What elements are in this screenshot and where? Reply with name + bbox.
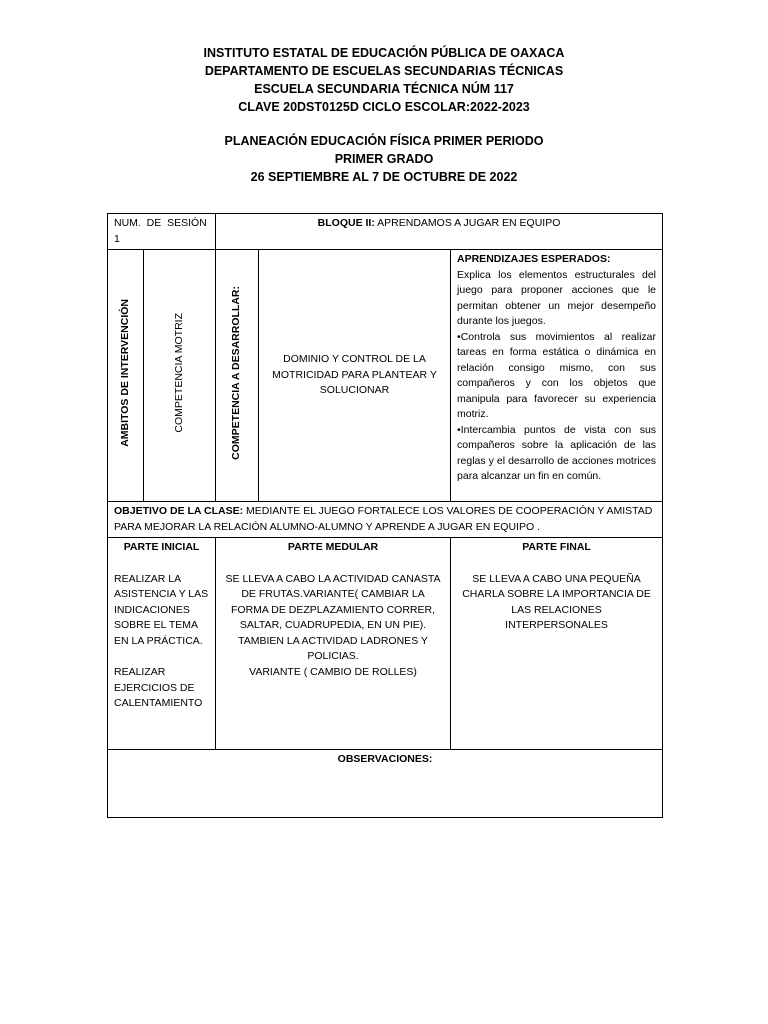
lesson-plan-table <box>107 213 663 818</box>
parte-inicial-label: PARTE INICIAL <box>123 541 200 553</box>
aprendizajes-cell <box>451 250 663 502</box>
header-line-department: DEPARTAMENTO DE ESCUELAS SECUNDARIAS TÉCNICAS <box>204 64 564 78</box>
parte-medular-label: PARTE MEDULAR <box>287 541 379 553</box>
aprendizajes-label: APRENDIZAJES ESPERADOS: <box>457 253 611 265</box>
parte-medular-line: SE LLEVA A CABO LA ACTIVIDAD CANASTA DE FRUTAS.VARIANTE( CAMBIAR LA FORMA DE DEZPLAZAMIENTO CORRER, SALTAR, CUADRUPEDIA, EN UN PIE). <box>225 572 441 631</box>
header-line-institute: INSTITUTO ESTATAL DE EDUCACIÓN PÚBLICA DE OAXACA <box>203 46 565 60</box>
parte-medular-line: VARIANTE ( CAMBIO DE ROLLES) <box>249 665 417 678</box>
parte-inicial-cell <box>108 538 216 750</box>
session-number-cell <box>108 214 216 250</box>
dominio-text: DOMINIO Y CONTROL DE LA MOTRICIDAD PARA PLANTEAR Y SOLUCIONAR <box>272 353 437 397</box>
session-number: 1 <box>114 232 120 245</box>
parte-inicial-text-1: REALIZAR LA ASISTENCIA Y LAS INDICACIONES SOBRE EL TEMA EN LA PRÁCTICA. <box>114 572 209 647</box>
parte-final-label: PARTE FINAL <box>522 541 591 553</box>
ambitos-cell <box>108 250 144 502</box>
header-line-dates: 26 SEPTIEMBRE AL 7 DE OCTUBRE DE 2022 <box>250 170 518 184</box>
observaciones-cell <box>108 750 663 818</box>
header-line-plan: PLANEACIÓN EDUCACIÓN FÍSICA PRIMER PERIODO <box>224 134 544 148</box>
aprendizaje-item: •Controla sus movimientos al realizar tareas en forma estática o dinámica en relación consigo mismo, con sus compañeros y con los objetos que manipula para favorecer su experiencia motriz. <box>457 330 657 420</box>
objetivo-cell <box>108 502 663 538</box>
document-header <box>0 44 768 186</box>
header-line-school: ESCUELA SECUNDARIA TÉCNICA NÚM 117 <box>254 82 514 96</box>
ambitos-label: AMBITOS DE INTERVENCIÓN <box>118 298 131 447</box>
session-label: NUM. DE SESIÓN <box>114 217 207 229</box>
bloque-text: APRENDAMOS A JUGAR EN EQUIPO <box>374 217 561 229</box>
parte-final-cell <box>451 538 663 750</box>
aprendizaje-item: Explica los elementos estructurales del juego para proponer acciones que le permitan obtener un mejor desempeño durante los juegos. <box>457 268 657 327</box>
header-line-clave: CLAVE 20DST0125D CICLO ESCOLAR:2022-2023 <box>238 100 530 114</box>
competencia-desarrollar-label: COMPETENCIA A DESARROLLAR: <box>230 285 243 460</box>
parte-medular-cell <box>216 538 451 750</box>
aprendizaje-item: •Intercambia puntos de vista con sus compañeros sobre la aplicación de las reglas y el desarrollo de acciones motrices para alcanzar un fin en común. <box>457 423 657 482</box>
header-line-grade: PRIMER GRADO <box>334 152 434 166</box>
parte-inicial-text-2: REALIZAR EJERCICIOS DE CALENTAMIENTO <box>114 666 203 709</box>
competencia-motriz-cell <box>144 250 216 502</box>
parte-final-text: SE LLEVA A CABO UNA PEQUEÑA CHARLA SOBRE LA IMPORTANCIA DE LAS RELACIONES INTERPERSONALES <box>462 572 651 631</box>
competencia-desarrollar-cell <box>216 250 259 502</box>
dominio-cell <box>259 250 451 502</box>
objetivo-label: OBJETIVO DE LA CLASE: <box>114 505 244 517</box>
parte-medular-line: TAMBIEN LA ACTIVIDAD LADRONES Y POLICIAS. <box>238 634 428 662</box>
bloque-label: BLOQUE II: <box>317 217 375 229</box>
objetivo-text: MEDIANTE EL JUEGO FORTALECE LOS VALORES DE COOPERACIÓN Y AMISTAD PARA MEJORAR LA RELACIÓN ALUMNO-ALUMNO Y APRENDE A JUGAR EN EQUIPO . <box>114 505 653 533</box>
competencia-motriz-label: COMPETENCIA MOTRIZ <box>172 312 185 433</box>
bloque-cell <box>216 214 663 250</box>
observaciones-label: OBSERVACIONES: <box>337 753 433 765</box>
